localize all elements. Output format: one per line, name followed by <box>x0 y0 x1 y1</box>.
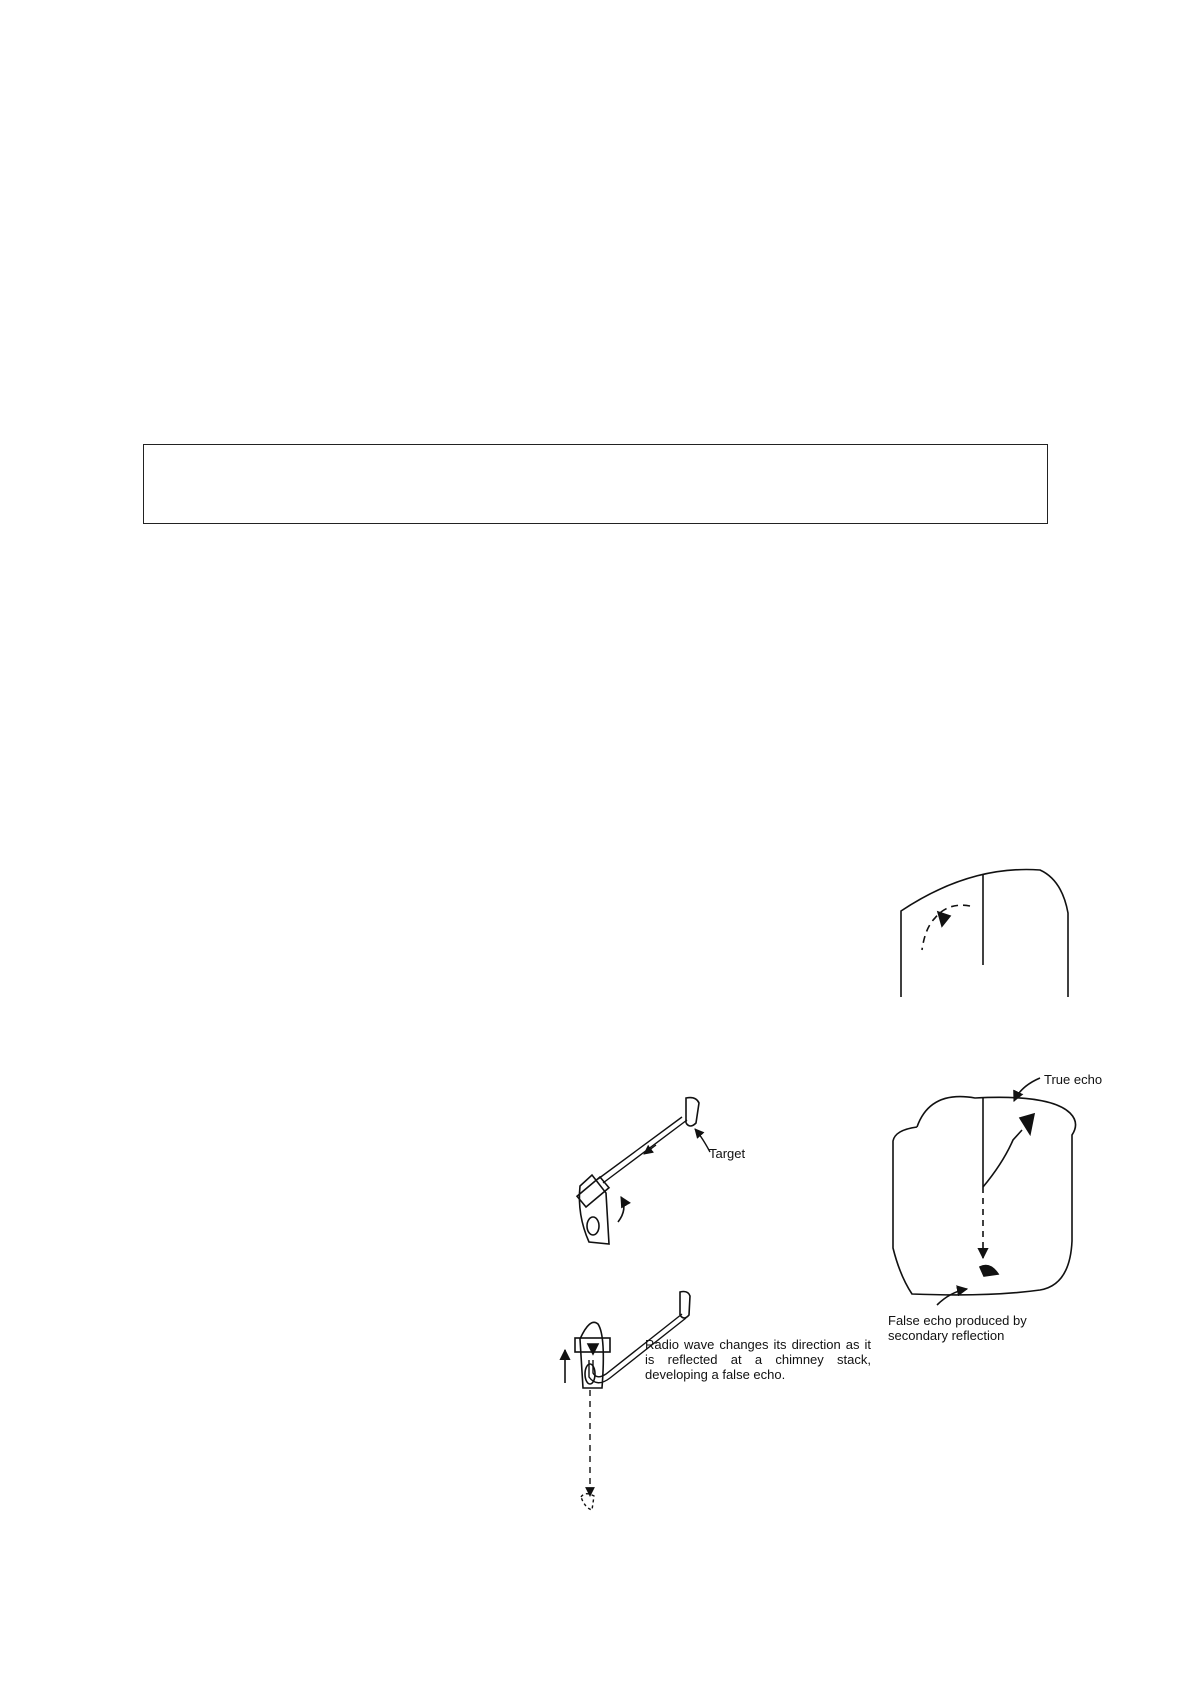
ship-icon-lower <box>565 1322 610 1388</box>
true-echo-label: True echo <box>1044 1072 1103 1087</box>
radio-wave-path <box>598 1117 710 1183</box>
radar-display-bottom <box>893 1078 1076 1305</box>
target-label: Target <box>709 1146 746 1161</box>
radio-wave-caption: Radio wave changes its direction as it is reflected at a chimney stack, developing a false echo. <box>645 1337 871 1382</box>
false-echo-label: False echo produced by secondary reflection <box>888 1313 1027 1343</box>
target-icon <box>686 1098 699 1126</box>
ship-icon <box>577 1175 624 1244</box>
radar-display-top <box>901 870 1068 997</box>
